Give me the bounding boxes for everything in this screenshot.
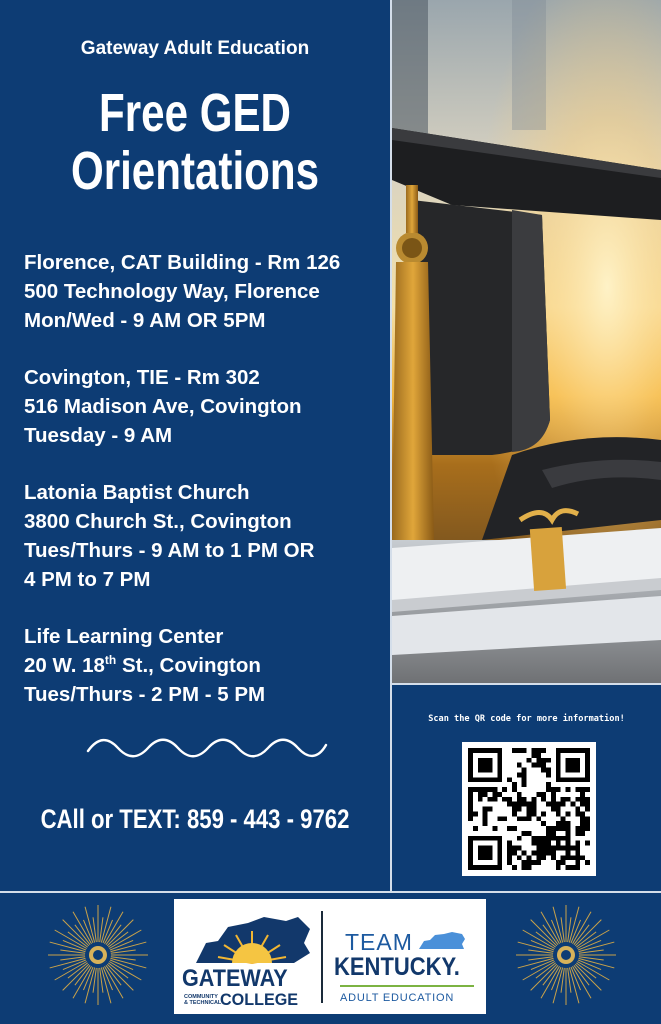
contact-phone[interactable]: CAll or TEXT: 859 - 443 - 9762 [40, 804, 350, 834]
qr-caption: Scan the QR code for more information! [428, 714, 625, 724]
address-post: St., Covington [116, 654, 261, 677]
starburst-left-icon [46, 903, 150, 1007]
org-name: Gateway Adult Education [80, 38, 310, 59]
starburst-right-icon [514, 903, 618, 1007]
partner-logos [174, 899, 486, 1014]
locations-list [24, 248, 390, 737]
location-name: Latonia Baptist Church [24, 481, 250, 504]
location-name: Life Learning Center [24, 625, 224, 648]
location-name: Covington, TIE - Rm 302 [24, 366, 260, 389]
qr-panel [392, 685, 661, 891]
location-name: Florence, CAT Building - Rm 126 [24, 251, 341, 274]
location-hours: Mon/Wed - 9 AM OR 5PM [24, 309, 266, 332]
location-latonia [24, 478, 390, 594]
gateway-kentucky-sun-icon [194, 913, 312, 965]
graduation-cap-photo [392, 0, 661, 683]
title-line-2: Orientations [70, 141, 320, 201]
location-address: 500 Technology Way, Florence [24, 280, 320, 303]
team-kentucky-team: TEAM [345, 929, 413, 955]
page-title [43, 84, 347, 200]
location-hours: Tues/Thurs - 9 AM to 1 PM OR [24, 539, 315, 562]
location-life-learning [24, 622, 390, 709]
location-hours: Tues/Thurs - 2 PM - 5 PM [24, 683, 266, 706]
gateway-wordmark: GATEWAY [182, 965, 288, 992]
logo-separator [321, 911, 323, 1003]
team-kentucky-rule [340, 985, 474, 987]
address-ordinal: th [104, 653, 117, 668]
adult-education-label: ADULT EDUCATION [340, 992, 455, 1004]
location-address: 3800 Church St., Covington [24, 510, 292, 533]
location-address [24, 651, 390, 680]
address-pre: 20 W. 18 [24, 654, 105, 677]
location-hours-cont: 4 PM to 7 PM [24, 568, 151, 591]
location-covington-tie [24, 363, 390, 450]
gateway-sub-technical: & TECHNICAL [184, 1000, 222, 1006]
location-address: 516 Madison Ave, Covington [24, 395, 302, 418]
location-hours: Tuesday - 9 AM [24, 424, 173, 447]
gateway-sub-community: COMMUNITY [184, 994, 218, 1000]
kentucky-state-icon [418, 931, 466, 951]
gateway-college-word: COLLEGE [220, 990, 299, 1009]
title-line-1: Free GED [99, 83, 291, 143]
footer [0, 893, 661, 1024]
wave-divider-icon [86, 735, 328, 761]
location-florence [24, 248, 390, 335]
qr-code-icon [468, 748, 590, 870]
team-kentucky-word: KENTUCKY. [334, 953, 460, 981]
qr-code[interactable] [462, 742, 596, 876]
